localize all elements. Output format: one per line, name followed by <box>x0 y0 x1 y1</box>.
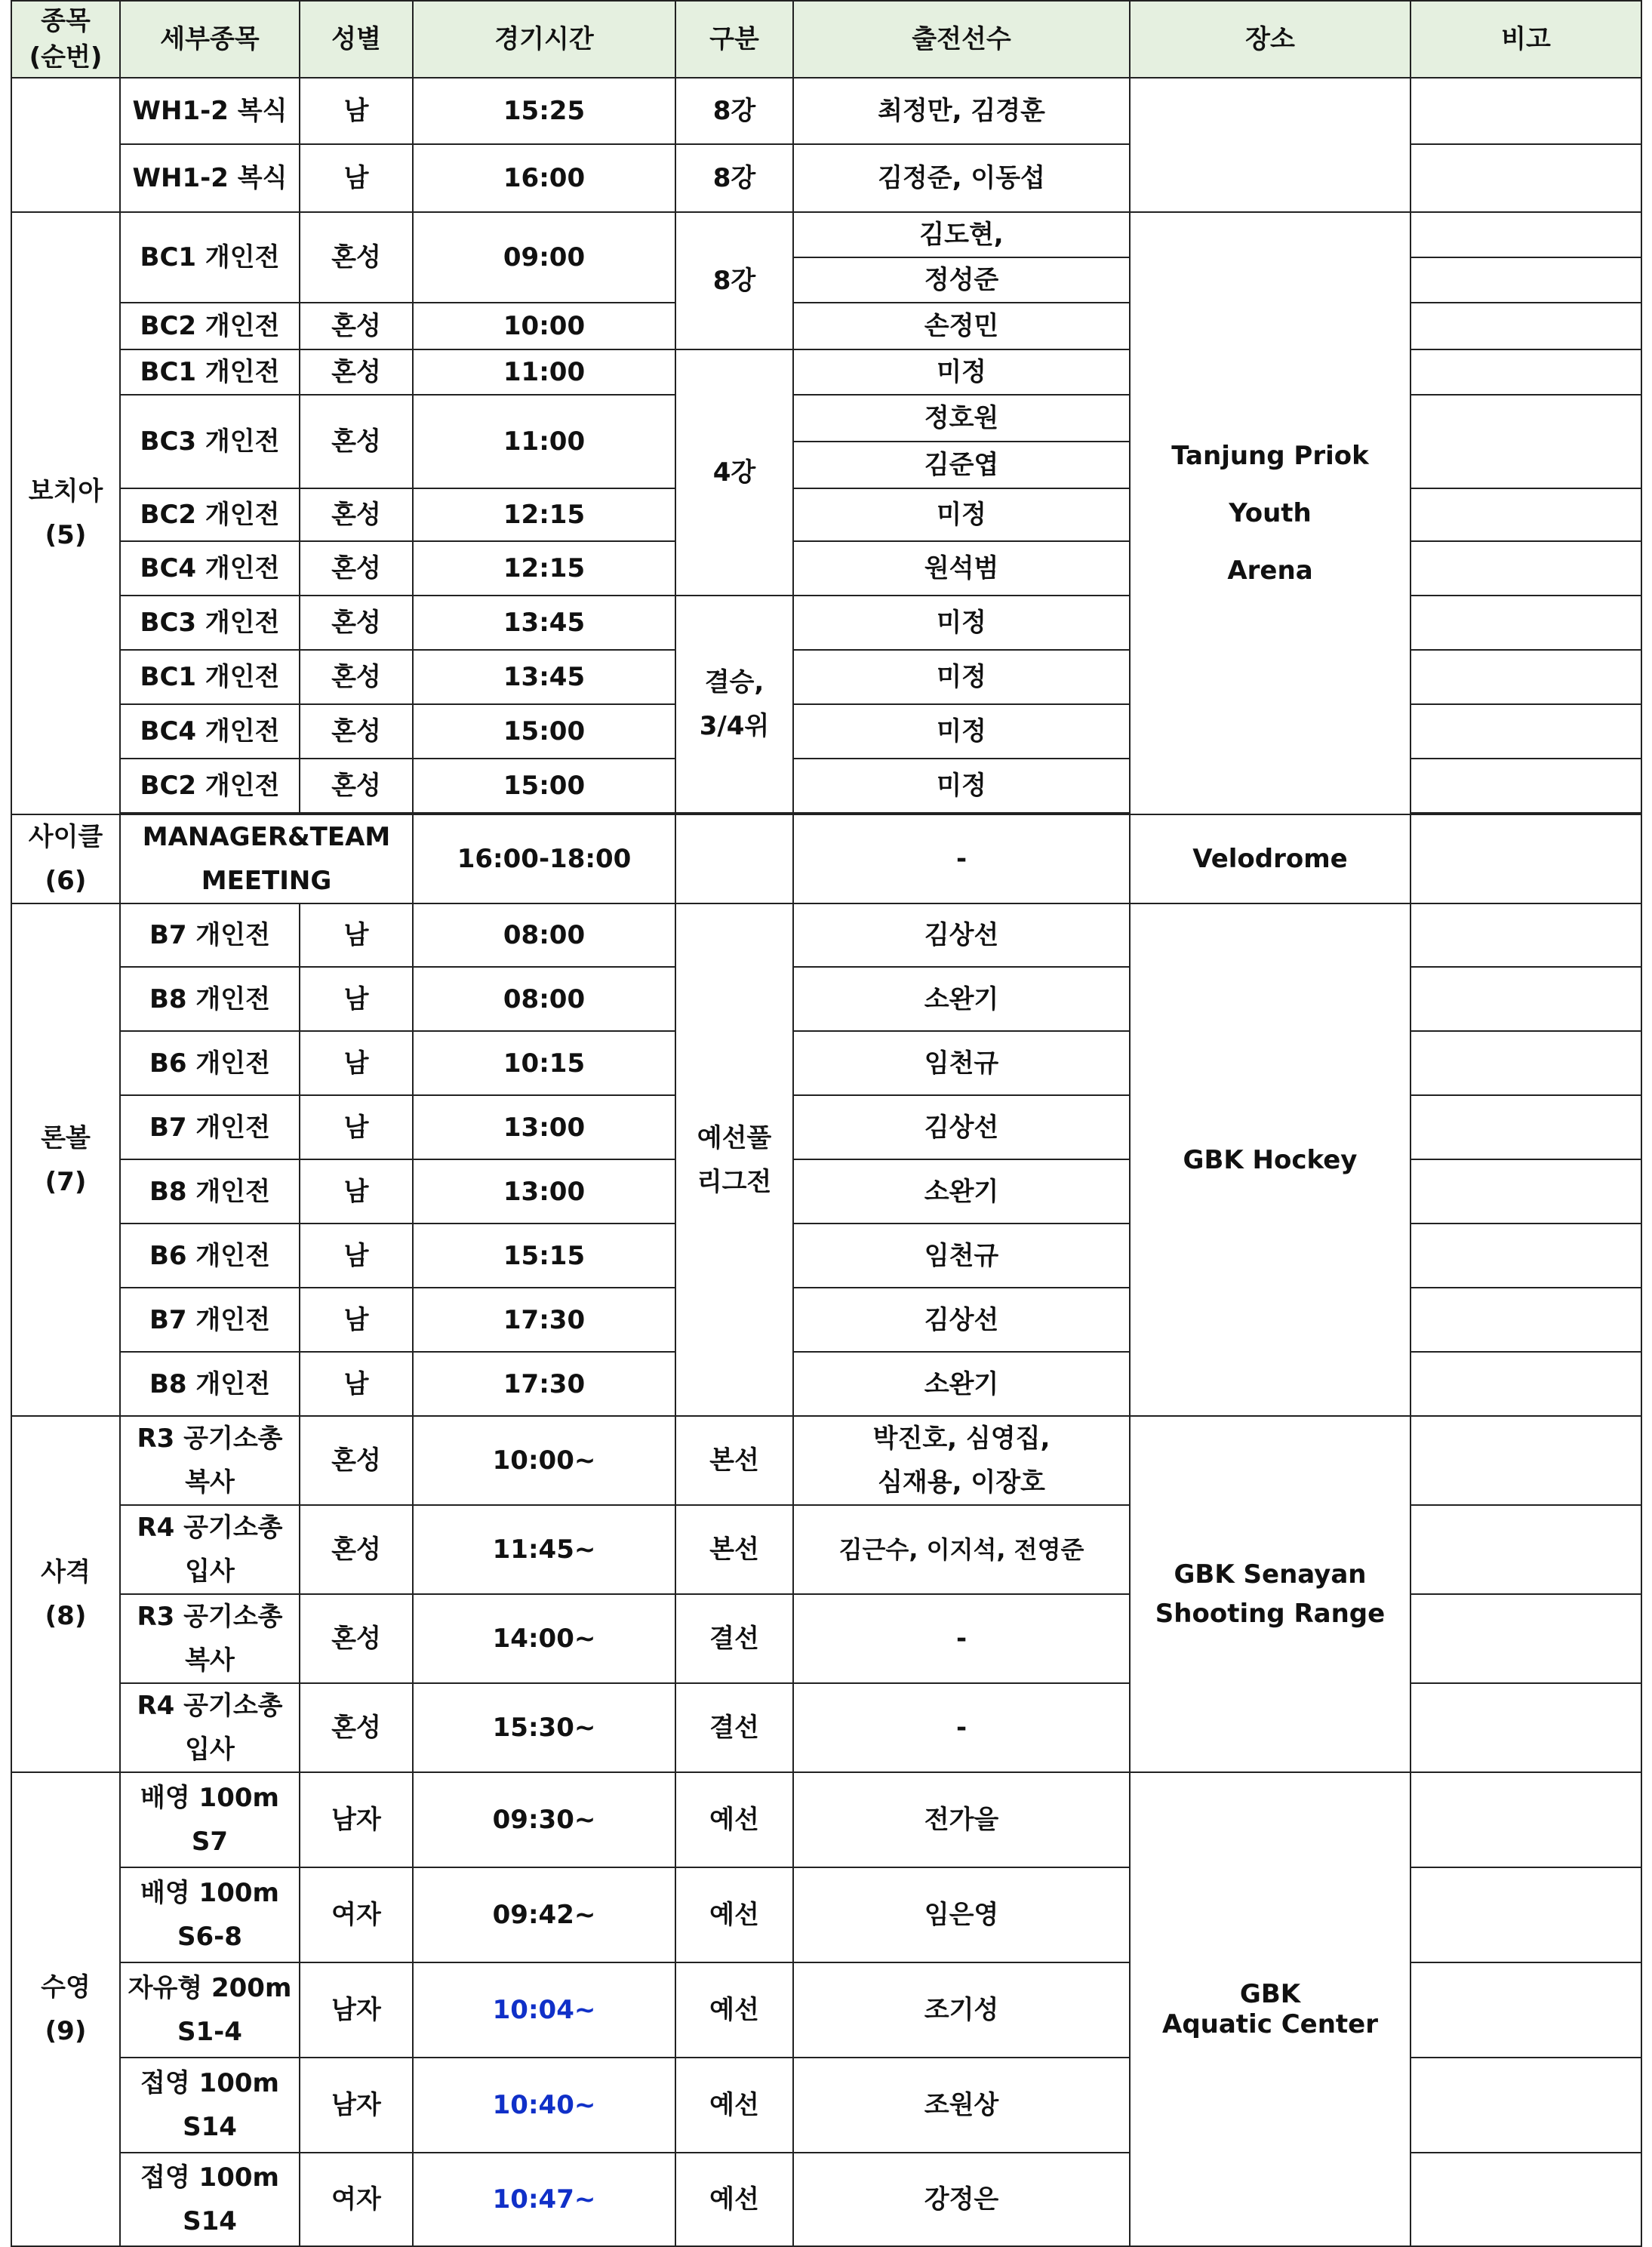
round-cell: 예선 <box>675 1962 793 2058</box>
gender-cell: 혼성 <box>300 1594 413 1683</box>
gender-cell: 혼성 <box>300 759 413 813</box>
gender-cell: 남 <box>300 1352 413 1416</box>
time-cell: 16:00-18:00 <box>413 814 675 903</box>
players-cell: 김근수, 이지석, 전영준 <box>793 1505 1130 1594</box>
players-cell: 미정 <box>793 349 1130 395</box>
gender-cell: 혼성 <box>300 704 413 759</box>
gender-cell: 여자 <box>300 2153 413 2246</box>
event-cell: B8 개인전 <box>120 1352 300 1416</box>
remarks-cell <box>1411 1416 1641 1505</box>
round-cell-sf: 4강 <box>675 349 793 596</box>
remarks-cell <box>1411 1505 1641 1594</box>
players-cell: 김상선 <box>793 903 1130 967</box>
time-cell: 10:04~ <box>413 1962 675 2058</box>
players-cell: 미정 <box>793 596 1130 650</box>
players-cell: 손정민 <box>793 303 1130 349</box>
players-cell: 김정준, 이동섭 <box>793 144 1130 212</box>
time-cell: 11:45~ <box>413 1505 675 1594</box>
remarks-cell <box>1411 1962 1641 2058</box>
remarks-cell <box>1411 1867 1641 1962</box>
players-cell: 임은영 <box>793 1867 1130 1962</box>
event-cell: B6 개인전 <box>120 1031 300 1095</box>
time-cell: 15:15 <box>413 1224 675 1288</box>
round-cell: 본선 <box>675 1416 793 1505</box>
time-cell: 13:00 <box>413 1095 675 1159</box>
round-cell: 결선 <box>675 1594 793 1683</box>
time-cell: 12:15 <box>413 488 675 541</box>
players-cell: 강정은 <box>793 2153 1130 2246</box>
remarks-cell <box>1411 967 1641 1031</box>
time-cell: 09:00 <box>413 212 675 303</box>
remarks-cell <box>1411 596 1641 650</box>
round-cell-lawnbowls: 예선풀 리그전 <box>675 903 793 1416</box>
time-cell: 10:40~ <box>413 2058 675 2153</box>
players-cell: 최정만, 김경훈 <box>793 78 1130 144</box>
remarks-cell <box>1411 349 1641 395</box>
players-cell: 김상선 <box>793 1095 1130 1159</box>
remarks-cell <box>1411 78 1641 144</box>
players-cell: 미정 <box>793 488 1130 541</box>
gender-cell: 혼성 <box>300 650 413 704</box>
remarks-cell <box>1411 2058 1641 2153</box>
table-row <box>11 814 1641 903</box>
gender-cell: 남 <box>300 78 413 144</box>
remarks-cell <box>1411 2153 1641 2246</box>
event-cell: BC3 개인전 <box>120 395 300 488</box>
players-cell: 미정 <box>793 650 1130 704</box>
header-venue: 장소 <box>1130 1 1411 78</box>
gender-cell: 혼성 <box>300 488 413 541</box>
gender-cell: 혼성 <box>300 596 413 650</box>
players-cell: 전가을 <box>793 1772 1130 1867</box>
time-cell: 15:30~ <box>413 1683 675 1772</box>
venue-cell-shooting: GBK Senayan Shooting Range <box>1130 1416 1411 1772</box>
event-cell: R4 공기소총 입사 <box>120 1505 300 1594</box>
event-cell: B7 개인전 <box>120 903 300 967</box>
header-sport: 종목 (순번) <box>11 1 120 78</box>
players-cell: 소완기 <box>793 1352 1130 1416</box>
remarks-cell <box>1411 1352 1641 1416</box>
event-cell: R4 공기소총 입사 <box>120 1683 300 1772</box>
table-row <box>11 78 1641 144</box>
event-cell: 접영 100m S14 <box>120 2058 300 2153</box>
time-cell: 15:25 <box>413 78 675 144</box>
round-cell: 8강 <box>675 78 793 144</box>
venue-cell-swimming: GBK Aquatic Center <box>1130 1772 1411 2246</box>
time-cell: 13:45 <box>413 650 675 704</box>
event-cell: BC2 개인전 <box>120 488 300 541</box>
remarks-cell <box>1411 1159 1641 1224</box>
venue-cell-boccia: Tanjung Priok Youth Arena <box>1130 212 1411 814</box>
gender-cell: 혼성 <box>300 395 413 488</box>
time-cell: 08:00 <box>413 967 675 1031</box>
event-cell: B8 개인전 <box>120 967 300 1031</box>
remarks-cell <box>1411 541 1641 596</box>
event-cell: BC3 개인전 <box>120 596 300 650</box>
time-cell: 10:00 <box>413 303 675 349</box>
table-row <box>11 1416 1641 1505</box>
event-cell: BC1 개인전 <box>120 650 300 704</box>
remarks-cell <box>1411 704 1641 759</box>
header-remarks: 비고 <box>1411 1 1641 78</box>
players-cell: 박진호, 심영집, 심재용, 이장호 <box>793 1416 1130 1505</box>
remarks-cell <box>1411 1224 1641 1288</box>
gender-cell: 남 <box>300 903 413 967</box>
remarks-cell <box>1411 488 1641 541</box>
venue-cell-empty <box>1130 78 1411 212</box>
time-cell: 09:30~ <box>413 1772 675 1867</box>
remarks-cell <box>1411 1772 1641 1867</box>
round-cell: 본선 <box>675 1505 793 1594</box>
time-cell: 08:00 <box>413 903 675 967</box>
event-cell: R3 공기소총 복사 <box>120 1416 300 1505</box>
remarks-cell <box>1411 1095 1641 1159</box>
header-gender: 성별 <box>300 1 413 78</box>
table-row <box>11 1772 1641 1867</box>
time-cell: 17:30 <box>413 1352 675 1416</box>
header-time: 경기시간 <box>413 1 675 78</box>
venue-cell-cycling: Velodrome <box>1130 814 1411 903</box>
gender-cell: 혼성 <box>300 541 413 596</box>
time-cell: 16:00 <box>413 144 675 212</box>
event-cell: B7 개인전 <box>120 1095 300 1159</box>
event-cell: BC1 개인전 <box>120 212 300 303</box>
gender-cell: 남 <box>300 967 413 1031</box>
players-cell: 임천규 <box>793 1031 1130 1095</box>
event-cell: 배영 100m S7 <box>120 1772 300 1867</box>
remarks-cell <box>1411 1288 1641 1352</box>
round-cell-qf: 8강 <box>675 212 793 349</box>
time-cell: 11:00 <box>413 395 675 488</box>
players-cell: 김준엽 <box>793 442 1130 488</box>
gender-cell: 혼성 <box>300 212 413 303</box>
players-cell: 김도현, <box>793 212 1130 257</box>
event-cell: 자유형 200m S1-4 <box>120 1962 300 2058</box>
event-cell: 배영 100m S6-8 <box>120 1867 300 1962</box>
gender-cell: 남 <box>300 144 413 212</box>
time-cell: 13:00 <box>413 1159 675 1224</box>
remarks-cell <box>1411 903 1641 967</box>
event-cell: B8 개인전 <box>120 1159 300 1224</box>
remarks-cell <box>1411 257 1641 303</box>
event-cell: WH1-2 복식 <box>120 144 300 212</box>
remarks-cell <box>1411 759 1641 813</box>
players-cell: 조원상 <box>793 2058 1130 2153</box>
round-cell-final: 결승, 3/4위 <box>675 596 793 813</box>
round-cell: 예선 <box>675 1772 793 1867</box>
table-row <box>11 903 1641 967</box>
round-cell: 예선 <box>675 2058 793 2153</box>
players-cell: 임천규 <box>793 1224 1130 1288</box>
header-players: 출전선수 <box>793 1 1130 78</box>
players-cell: 원석범 <box>793 541 1130 596</box>
players-cell: 김상선 <box>793 1288 1130 1352</box>
round-cell: 결선 <box>675 1683 793 1772</box>
event-cell: B7 개인전 <box>120 1288 300 1352</box>
remarks-cell <box>1411 144 1641 212</box>
gender-cell: 혼성 <box>300 349 413 395</box>
players-cell: 미정 <box>793 759 1130 813</box>
players-cell: 정성준 <box>793 257 1130 303</box>
time-cell: 17:30 <box>413 1288 675 1352</box>
players-cell: - <box>793 1594 1130 1683</box>
time-cell: 09:42~ <box>413 1867 675 1962</box>
event-cell: WH1-2 복식 <box>120 78 300 144</box>
remarks-cell <box>1411 1031 1641 1095</box>
header-row <box>11 1 1641 78</box>
gender-cell: 혼성 <box>300 1416 413 1505</box>
venue-cell-lawnbowls: GBK Hockey <box>1130 903 1411 1416</box>
time-cell: 15:00 <box>413 759 675 813</box>
players-cell: 소완기 <box>793 967 1130 1031</box>
gender-cell: 남 <box>300 1159 413 1224</box>
gender-cell: 혼성 <box>300 1505 413 1594</box>
round-cell <box>675 814 793 903</box>
table-row <box>11 212 1641 257</box>
gender-cell: 남자 <box>300 1962 413 2058</box>
round-cell: 예선 <box>675 2153 793 2246</box>
event-cell: MANAGER&TEAM MEETING <box>120 814 413 903</box>
time-cell: 15:00 <box>413 704 675 759</box>
players-cell: 정호원 <box>793 395 1130 442</box>
time-cell: 11:00 <box>413 349 675 395</box>
gender-cell: 남 <box>300 1224 413 1288</box>
remarks-cell <box>1411 303 1641 349</box>
players-cell: - <box>793 1683 1130 1772</box>
sport-cell-lawnbowls: 론볼 (7) <box>11 903 120 1416</box>
event-cell: R3 공기소총 복사 <box>120 1594 300 1683</box>
gender-cell: 남 <box>300 1095 413 1159</box>
players-cell: - <box>793 814 1130 903</box>
sport-cell-boccia: 보치아 (5) <box>11 212 120 814</box>
gender-cell: 남 <box>300 1288 413 1352</box>
header-round: 구분 <box>675 1 793 78</box>
event-cell: BC1 개인전 <box>120 349 300 395</box>
time-cell: 14:00~ <box>413 1594 675 1683</box>
remarks-cell <box>1411 814 1641 903</box>
event-cell: BC4 개인전 <box>120 704 300 759</box>
sport-cell-shooting: 사격 (8) <box>11 1416 120 1772</box>
round-cell: 8강 <box>675 144 793 212</box>
time-cell: 13:45 <box>413 596 675 650</box>
gender-cell: 남 <box>300 1031 413 1095</box>
event-cell: BC2 개인전 <box>120 303 300 349</box>
gender-cell: 여자 <box>300 1867 413 1962</box>
header-event: 세부종목 <box>120 1 300 78</box>
players-cell: 조기성 <box>793 1962 1130 2058</box>
event-cell: B6 개인전 <box>120 1224 300 1288</box>
gender-cell: 혼성 <box>300 303 413 349</box>
gender-cell: 남자 <box>300 1772 413 1867</box>
event-cell: BC2 개인전 <box>120 759 300 813</box>
round-cell: 예선 <box>675 1867 793 1962</box>
remarks-cell <box>1411 1683 1641 1772</box>
time-cell: 10:15 <box>413 1031 675 1095</box>
players-cell: 미정 <box>793 704 1130 759</box>
remarks-cell <box>1411 212 1641 257</box>
event-cell: BC4 개인전 <box>120 541 300 596</box>
time-cell: 10:47~ <box>413 2153 675 2246</box>
players-cell: 소완기 <box>793 1159 1130 1224</box>
sport-cell-swimming: 수영 (9) <box>11 1772 120 2246</box>
remarks-cell <box>1411 650 1641 704</box>
gender-cell: 남자 <box>300 2058 413 2153</box>
time-cell: 12:15 <box>413 541 675 596</box>
schedule-table <box>11 0 1642 2247</box>
remarks-cell <box>1411 395 1641 488</box>
sport-cell-cycling: 사이클 (6) <box>11 814 120 903</box>
remarks-cell <box>1411 1594 1641 1683</box>
gender-cell: 혼성 <box>300 1683 413 1772</box>
event-cell: 접영 100m S14 <box>120 2153 300 2246</box>
sport-cell-empty <box>11 78 120 212</box>
time-cell: 10:00~ <box>413 1416 675 1505</box>
